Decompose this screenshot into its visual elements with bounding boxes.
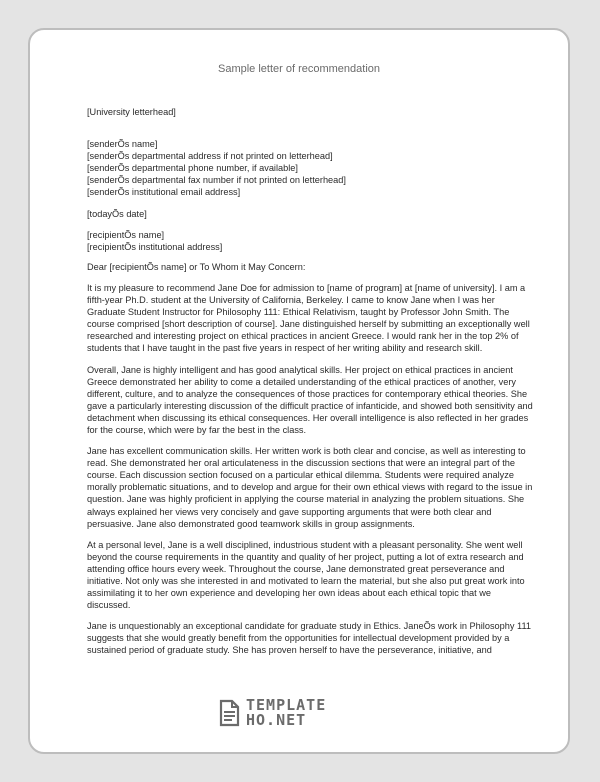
letter-body [87,106,535,666]
paragraph: Jane has excellent communication skills. Her written work is both clear and concise, as well as interesting to read. She demonstrated her oral articulateness in the discussion sections that were an integral part of the course. Each discussion section focused on a particular ethical dilemma. Students were required analyze morally problematic situations, and to develop and argue for their own ethical views with regard to the issue in question. Jane was highly proficient in applying the course material in analyzing the problem situations. She always explained her views very concisely and gave supporting arguments that were both clear and persuasive. Jane also demonstrated good teamwork skills in group assignments. [87,446,533,529]
watermark-line2: HO.NET [246,711,307,729]
recipient-address: [recipientÕs institutional address] [87,241,223,252]
paragraph: It is my pleasure to recommend Jane Doe for admission to [name of program] at [name of university]. I am a fifth-year Ph.D. student at the University of California, Berkeley. I came to know Jane when I was her Graduate Student Instructor for Philosophy 111: Ethical Relativism, taught by Professor John Smith. The course comprised [short description of course]. Jane distinguished herself by submitting an exceptionally well researched and interesting project on ethical practices in ancient Greece. I would rank her in the top 2% of students that I have taught in the past five years in respect of her writing ability and research skill. [87,282,530,354]
document-title: Sample letter of recommendation [217,63,381,75]
document-icon [218,699,240,727]
letterhead: [University letterhead] [87,107,176,117]
recipient-name: [recipientÕs name] [87,229,165,240]
watermark-logo [218,698,326,728]
letter-date: [todayÕs date] [87,208,147,219]
sender-phone: [senderÕs departmental phone number, if available] [87,163,298,174]
paragraph: At a personal level, Jane is a well disciplined, industrious student with a pleasant personality. She went well beyond the course requirements in the quantity and quality of her project, putting a lot of extra research and attending office hours every week. Throughout the course, Jane demonstrated great perseverance and initiative. Not only was she interested in and motivated to learn the material, but she also put great work into assimilating it to her own experience and developing her own ideas about each ethical topic that we discussed. [87,539,525,611]
watermark-line1: TEMPLATE [246,696,327,714]
sender-address: [senderÕs departmental address if not printed on letterhead] [87,151,333,162]
sender-email: [senderÕs institutional email address] [87,187,241,198]
sender-name: [senderÕs name] [87,139,158,150]
letter-page [28,28,570,754]
watermark-text [246,698,326,728]
sender-fax: [senderÕs departmental fax number if not printed on letterhead] [87,175,346,186]
paragraph: Jane is unquestionably an exceptional candidate for graduate study in Ethics. JaneÕs work in Philosophy 111 suggests that she would greatly benefit from the opportunities for intellectual development provided by a sustained period of graduate study. She has proven herself to have the perseverance, initiative, and [87,621,531,656]
paragraph: Overall, Jane is highly intelligent and has good analytical skills. Her project on ethical practices in ancient Greece demonstrated her ability to come a detailed understanding of the ethical practices of another, very different, culture, and to analyze the consequences of those practices for contemporary ethical theories. She gave a particularly interesting discussion of the difficult practice of infanticide, and showed both sensitivity and detachment when discussing its ethical consequences. Her overall intelligence is also reflected in her grades for the course, which were by far the best in the class. [87,364,533,435]
salutation: Dear [recipientÕs name] or To Whom it May Concern: [87,261,306,272]
